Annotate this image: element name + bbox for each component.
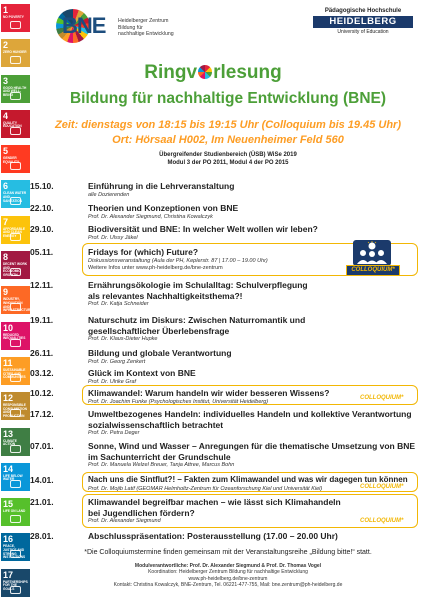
sdg-wheel-icon	[198, 65, 212, 79]
schedule-entry	[30, 224, 418, 242]
time-info: Zeit: dienstags von 18:15 bis 19:15 Uhr (Colloquium bis 19.45 Uhr)	[55, 119, 401, 131]
entry-speaker: Prof. Dr. Georg Zenkert	[88, 358, 146, 365]
entry-speaker: Prof. Dr. Ulrike Graf	[88, 378, 137, 385]
sdg-goal-icon	[10, 515, 21, 523]
sdg-number: 15	[3, 499, 14, 510]
sdg-tile-6	[1, 180, 30, 208]
location-info: Ort: Hörsaal H002, Im Neuenheimer Feld 560	[112, 134, 344, 146]
sdg-goal-icon	[10, 550, 21, 558]
sdg-goal-icon	[10, 586, 21, 594]
ph-logo-top: Pädagogische Hochschule	[324, 8, 402, 14]
entry-date: 17.12.	[30, 409, 54, 419]
sdg-label: AFFORDABLE AND CLEAN ENERGY	[3, 226, 25, 238]
entry-speaker: Diskussionsveranstaltung (Aula der PH, Keplerstr. 87 | 17.00 – 19.00 Uhr)	[88, 257, 268, 264]
sdg-number: 4	[3, 110, 9, 121]
schedule-entry	[30, 181, 418, 199]
footnote: *Die Colloquiumstermine finden gemeinsam mit der Veranstaltungsreihe „Bildung bitte!“ statt.	[84, 549, 372, 556]
schedule-entry	[30, 247, 343, 272]
entry-title: Bildung und globale Verantwortung	[88, 348, 232, 358]
entry-title: Fridays for (which) Future?	[88, 247, 199, 257]
sdg-tile-14	[1, 463, 30, 491]
sdg-tile-4	[1, 110, 30, 138]
entry-speaker: Prof. Dr. Alexander Siegmund	[88, 518, 161, 524]
sdg-goal-icon	[10, 268, 21, 276]
sdg-goal-icon	[10, 445, 21, 453]
sdg-label: CLIMATE ACTION	[3, 438, 17, 447]
sdg-number: 5	[3, 146, 9, 157]
entry-title: Theorien und Konzeptionen von BNE	[88, 203, 239, 213]
sdg-number: 10	[3, 322, 14, 333]
sdg-goal-icon	[10, 162, 21, 170]
schedule-entry	[30, 531, 418, 542]
sdg-goal-icon	[10, 21, 21, 29]
entry-date: 07.01.	[30, 441, 54, 451]
sdg-number: 14	[3, 463, 14, 474]
entry-title: Nach uns die Sintflut?! – Fakten zum Klimawandel und was wir dagegen tun können	[88, 475, 408, 484]
colloquium-tag: COLLOQUIUM*	[360, 484, 404, 490]
sdg-tile-13	[1, 428, 30, 456]
footer-line-4: Kontakt: Christina Kowalczyk, BNE-Zentrum, Tel. 06221-477-755, Mail: bne.zentrum@ph-heidelberg.de	[113, 581, 343, 588]
entry-title: Klimawandel: Warum handeln wir wider besseren Wissens?	[88, 388, 330, 398]
bne-logo-sub3: nachhaltige Entwicklung	[118, 31, 174, 37]
bne-logo-sub1: Heidelberger Zentrum	[118, 18, 169, 24]
sdg-goal-icon	[10, 127, 21, 135]
schedule-entry	[30, 368, 418, 386]
sdg-label: SUSTAINABLE CITIES AND COMMUNITIES	[3, 367, 26, 380]
entry-date: 28.01.	[30, 531, 54, 541]
sdg-goal-icon	[10, 409, 21, 417]
module-info	[30, 152, 426, 167]
sdg-goal-icon	[10, 480, 21, 488]
entry-title: Naturschutz im Diskurs: Zwischen Naturromantik und gesellschaftlicher Überlebensfrage	[88, 315, 306, 336]
entry-date: 05.11.	[30, 247, 54, 257]
entry-date: 14.01.	[30, 475, 54, 485]
entry-speaker: Prof. Dr. Petra Deger	[88, 430, 140, 436]
sdg-goal-icon	[10, 374, 21, 382]
sdg-tile-8	[1, 251, 30, 279]
colloquium-people-icon	[353, 240, 391, 266]
footer-line-3: www.ph-heidelberg.de/bne-zentrum	[188, 575, 268, 582]
sdg-goal-icon	[10, 339, 21, 347]
entry-title: Biodiversität und BNE: In welcher Welt wollen wir leben?	[88, 224, 318, 234]
sdg-tile-1	[1, 4, 30, 32]
sdg-number: 13	[3, 428, 14, 439]
entry-date: 22.10.	[30, 203, 54, 213]
entry-speaker: Prof. Dr. Klaus-Dieter Hupke	[88, 336, 158, 342]
entry-title: Abschlusspräsentation: Posterausstellung (17.00 – 20.00 Uhr)	[88, 531, 338, 541]
schedule-entry	[30, 409, 418, 437]
sdg-tile-7	[1, 216, 30, 244]
ph-logo-name: HEIDELBERG	[313, 16, 413, 28]
sdg-icon-column	[0, 0, 33, 600]
sdg-tile-15	[1, 498, 30, 526]
schedule-entry	[30, 441, 418, 469]
sdg-label: DECENT WORK AND ECONOMIC GROWTH	[3, 262, 28, 277]
footer-line-1: Modulverantwortliche: Prof. Dr. Alexander Siegmund & Prof. Dr. Thomas Vogel	[134, 563, 322, 569]
sdg-number: 6	[3, 181, 9, 192]
sdg-tile-11	[1, 357, 30, 385]
ph-logo-bottom: University of Education	[337, 29, 389, 35]
sdg-number: 3	[3, 75, 9, 86]
sdg-label: NO POVERTY	[3, 15, 24, 19]
sdg-goal-icon	[10, 197, 21, 205]
sdg-number: 8	[3, 252, 9, 263]
footer-line-2: Koordination: Heidelberger Zentrum Bildung für nachhaltige Entwicklung	[148, 569, 308, 576]
colloquium-tag: COLLOQUIUM*	[360, 518, 404, 524]
sdg-label: PEACE, JUSTICE AND STRONG INSTITUTIONS	[3, 544, 26, 560]
entry-date: 19.11.	[30, 315, 54, 325]
entry-date: 03.12.	[30, 368, 54, 378]
sdg-number: 12	[3, 393, 14, 404]
entry-date: 29.10.	[30, 224, 54, 234]
bne-logo	[56, 5, 206, 47]
sdg-label: CLEAN WATER AND SANITATION	[3, 191, 27, 203]
entry-title: Sonne, Wind und Wasser – Anregungen für die thematische Umsetzung von BNE im Sachunterricht der Grundschule	[88, 441, 416, 462]
sdg-tile-5	[1, 145, 30, 173]
bne-logo-sub2: Bildung für	[118, 24, 143, 31]
sdg-label: QUALITY EDUCATION	[3, 120, 22, 129]
sdg-tile-12	[1, 392, 30, 420]
sdg-goal-icon	[10, 233, 21, 241]
bne-logo-word: BNE	[62, 13, 106, 38]
ringvorlesung-title	[0, 62, 426, 84]
colloquium-badge: COLLOQUIUM*	[346, 265, 400, 276]
module-line-1: Übergreifender Studienbereich (ÜSB) WiSe 2019	[159, 152, 297, 158]
entry-date: 21.01.	[30, 497, 54, 507]
sdg-number: 7	[3, 216, 9, 227]
sdg-number: 11	[3, 357, 13, 368]
module-line-2: Modul 3 der PO 2011, Modul 4 der PO 2015	[167, 159, 289, 166]
sdg-label: INDUSTRY, INNOVATION AND INFRASTRUCTURE	[3, 297, 33, 313]
entry-title: Glück im Kontext von BNE	[88, 368, 196, 378]
entry-speaker: Prof. Dr. Manuela Welzel Breuer, Tanja Attree, Marcus Bohn	[88, 462, 235, 468]
ring-post: rlesung	[213, 62, 282, 83]
sdg-tile-9	[1, 286, 33, 314]
entry-extra-info: Weitere Infos unter www.ph-heidelberg.de/bne-zentrum	[88, 264, 223, 271]
entry-title: Einführung in die Lehrveranstaltung	[88, 181, 235, 191]
entry-title: Ernährungsökologie im Schulalltag: Schulverpflegung als relevantes Nachhaltigkeitsthema?!	[88, 280, 308, 301]
sdg-label: PARTNERSHIPS FOR THE GOALS	[3, 579, 28, 591]
entry-date: 15.10.	[30, 181, 54, 191]
entry-speaker: Prof. Dr. Ulssy Jäkel	[88, 234, 138, 241]
bne-logo-subtitle	[118, 18, 174, 38]
sdg-tile-17	[1, 569, 30, 597]
page-subtitle: Bildung für nachhaltige Entwicklung (BNE)	[69, 90, 387, 107]
sdg-label: LIFE BELOW WATER	[3, 473, 23, 482]
entry-speaker: alle Dozierenden	[88, 191, 130, 198]
sdg-label: RESPONSIBLE CONSUMPTION AND PRODUCTION	[3, 403, 27, 419]
sdg-number: 16	[3, 534, 14, 545]
sdg-tile-16	[1, 533, 30, 561]
sdg-number: 9	[3, 287, 9, 298]
schedule-entry	[30, 348, 418, 366]
schedule-entry	[30, 203, 418, 221]
sdg-number: 2	[3, 40, 9, 51]
colloquium-tag: COLLOQUIUM*	[360, 395, 404, 401]
entry-date: 26.11.	[30, 348, 54, 358]
schedule-entry	[30, 315, 418, 343]
sdg-label: ZERO HUNGER	[3, 50, 27, 55]
entry-date: 10.12.	[30, 388, 54, 398]
sdg-label: LIFE ON LAND	[3, 509, 26, 514]
sdg-goal-icon	[10, 303, 21, 311]
sdg-label: GOOD HEALTH AND WELL-BEING	[3, 85, 27, 97]
ph-heidelberg-logo	[308, 8, 418, 52]
entry-speaker: Prof. Dr. Joachim Funke (Psychologisches Institut, Universität Heidelberg)	[88, 398, 269, 405]
sdg-label: REDUCED INEQUALITIES	[3, 332, 26, 341]
entry-speaker: Prof. Dr. Mojib Latif (GEOMAR Helmholtz-Zentrum für Ozeanforschung Kiel und Universität Kiel)	[88, 485, 323, 492]
entry-speaker: Prof. Dr. Alexander Siegmund, Christina Kowalczyk	[88, 213, 213, 220]
footer	[30, 563, 426, 588]
entry-date: 12.11.	[30, 280, 54, 290]
sdg-number: 1	[3, 5, 9, 15]
ring-pre: Ringv	[144, 62, 198, 83]
entry-speaker: Prof. Dr. Katja Schneider	[88, 301, 149, 307]
sdg-label: GENDER EQUALITY	[3, 156, 20, 164]
sdg-number: 17	[3, 569, 14, 580]
entry-title: Klimawandel begreifbar machen – wie lässt sich Klimahandeln bei Jugendlichen fördern?	[88, 497, 341, 518]
sdg-tile-10	[1, 322, 30, 350]
sdg-goal-icon	[10, 92, 21, 100]
entry-title: Umweltbezogenes Handeln: individuelles Handeln und kollektive Verantwortung sozialwissenschaftlich betrachtet	[88, 409, 412, 430]
schedule-entry	[30, 280, 418, 308]
